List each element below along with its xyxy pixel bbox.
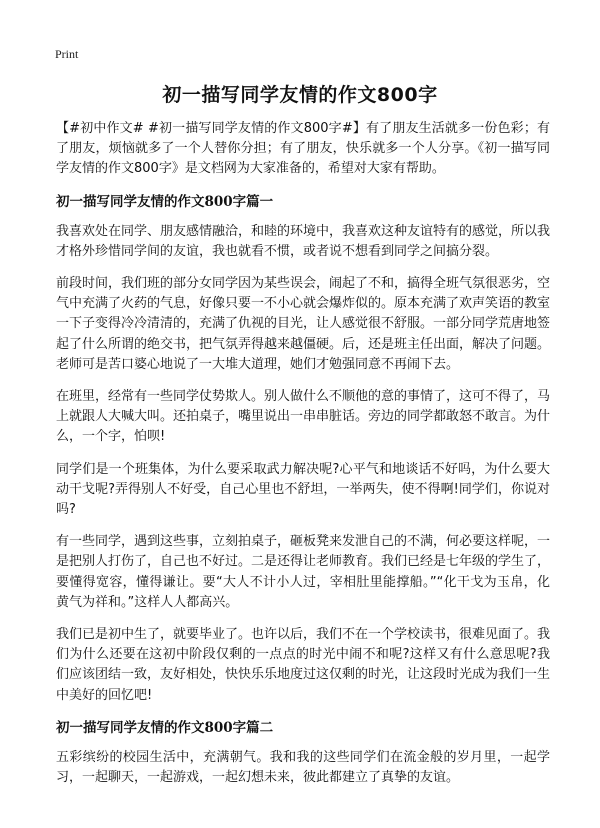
section-1-paragraph-4: 同学们是一个班集体，为什么要采取武力解决呢?心平气和地谈话不好吗，为什么要大动干戈呢?弄得别人不好受，自己心里也不舒坦，一举两失，使不得啊!同学们，你说对吗? (56, 461, 550, 518)
section-heading-1: 初一描写同学友情的作文800字篇一 (56, 193, 274, 210)
section-1-paragraph-1: 我喜欢处在同学、朋友感情融洽，和睦的环境中，我喜欢这种友谊特有的感觉，所以我才格外珍惜同学间的友谊，我也就看不惯，或者说不想看到同学之间搞分裂。 (56, 223, 551, 259)
print-link[interactable]: Print (55, 47, 79, 61)
article-title: 初一描写同学友情的作文800字 (162, 84, 438, 106)
section-1-paragraph-2: 前段时间，我们班的部分女同学因为某些误会，闹起了不和，搞得全班气氛很恶劣，空气中充满了火药的气息，好像只要一不小心就会爆炸似的。原本充满了欢声笑语的教室一下子变得冷冷清清的，充满了仇视的目光，让人感觉很不舒服。一部分同学荒唐地签起了什么所谓的绝交书，把气氛弄得越来越僵硬。后，还是班主任出面，解决了问题。老师可是苦口婆心地说了一大堆大道理，她们才勉强同意不再闹下去。 (56, 276, 551, 372)
section-1-paragraph-6: 我们已是初中生了，就要毕业了。也许以后，我们不在一个学校读书，很难见面了。我们为什么还要在这初中阶段仅剩的一点点的时光中闹不和呢?这样又有什么意思呢?我们应该团结一致，友好相处，快快乐乐地度过这仅剩的时光，让这段时光成为我们一生中美好的回忆吧! (56, 627, 551, 703)
intro-paragraph: 【#初中作文# #初一描写同学友情的作文800字#】有了朋友生活就多一份色彩；有了朋友，烦恼就多了一个人替你分担；有了朋友，快乐就多一个人分享。《初一描写同学友情的作文800字》是文档网为大家准备的，希望对大家有帮助。 (56, 121, 550, 177)
section-1-paragraph-3: 在班里，经常有一些同学仗势欺人。别人做什么不顺他的意的事情了，这可不得了，马上就跟人大喊大叫。还拍桌子，嘴里说出一串串脏话。旁边的同学都敢怒不敢言。为什么，一个字，怕呗! (56, 389, 551, 445)
section-2-paragraph-1: 五彩缤纷的校园生活中，充满朝气。我和我的这些同学们在流金般的岁月里，一起学习，一起聊天，一起游戏，一起幻想未来，彼此都建立了真挚的友谊。 (56, 749, 550, 786)
section-1-paragraph-5: 有一些同学，遇到这些事，立刻拍桌子，砸板凳来发泄自己的不满，何必要这样呢，一是把别人打伤了，自己也不好过。二是还得让老师教育。我们已经是七年级的学生了，要懂得宽容，懂得谦让。要“大人不计小人过，宰相肚里能撑船。”“化干戈为玉帛，化黄气为祥和。”这样人人都高兴。 (56, 534, 551, 610)
article-body (56, 119, 550, 800)
section-heading-2: 初一描写同学友情的作文800字篇二 (56, 719, 274, 736)
